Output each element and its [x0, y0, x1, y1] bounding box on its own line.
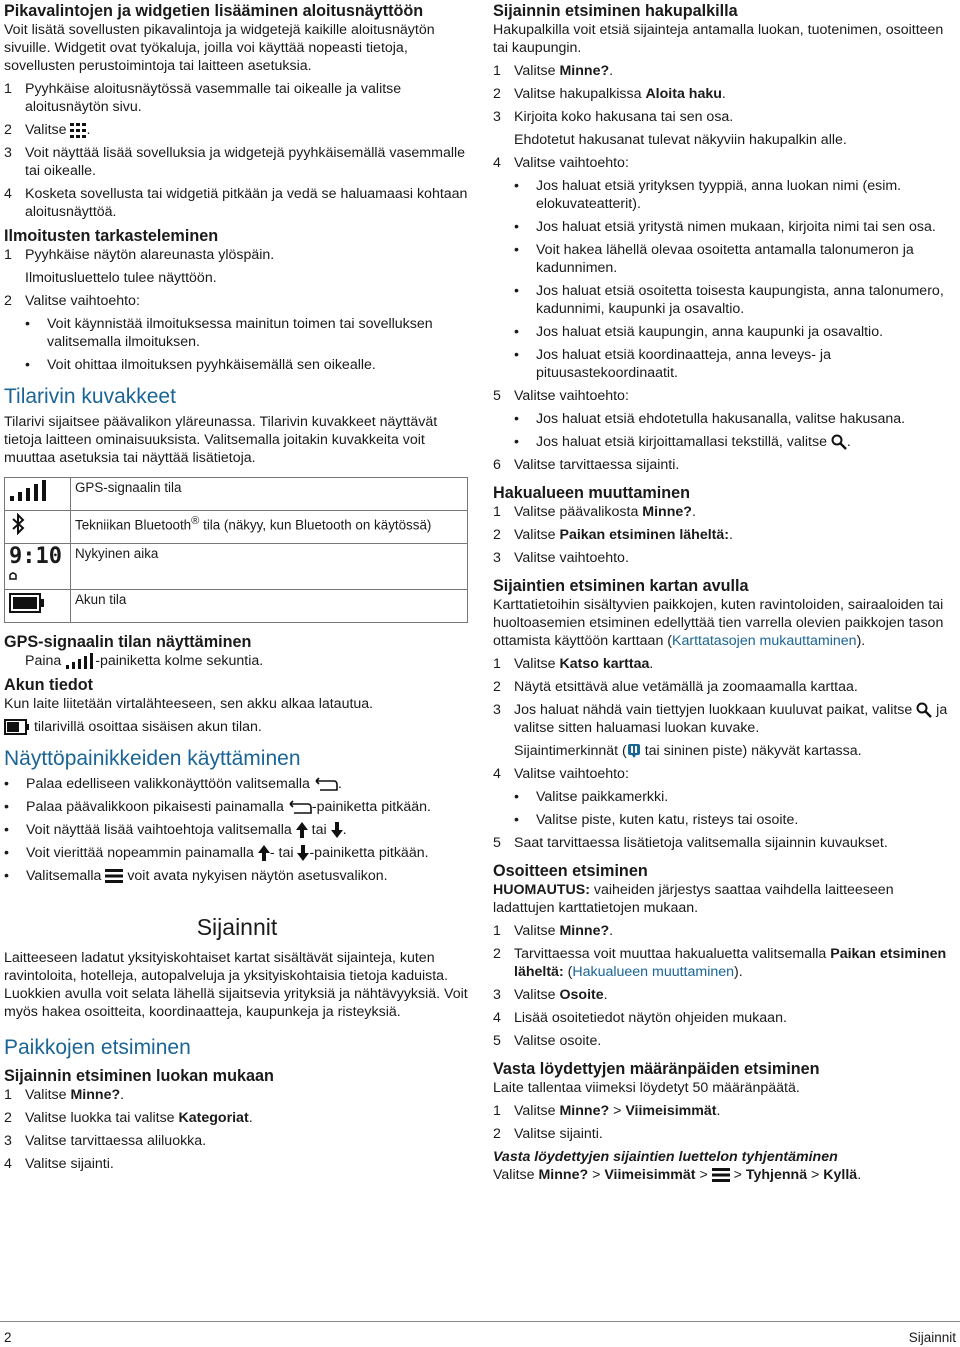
back-icon [314, 777, 338, 791]
search-step: 6 Valitse tarvittaessa sijainti. [493, 457, 680, 473]
back-icon [288, 800, 312, 814]
alarm-bell-icon [9, 571, 17, 581]
address-step: 1 Valitse Minne?. [493, 923, 614, 939]
list-item: • Jos haluat etsiä kaupungin, anna kaupunki ja osavaltio. [514, 324, 884, 340]
list-item: • Voit ohittaa ilmoituksen pyyhkäisemällä sen oikealle. [25, 357, 376, 373]
table-row [5, 590, 468, 623]
search-step: 2 Valitse hakupalkissa Aloita haku. [493, 86, 726, 102]
address-heading: Osoitteen etsiminen [493, 862, 648, 880]
table-row [5, 478, 468, 511]
buttons-heading: Näyttöpainikkeiden käyttäminen [4, 747, 301, 770]
list-item: • Jos haluat etsiä ehdotetulla hakusanalla, valitse hakusana. [514, 411, 906, 427]
clock-time: 9:10 [9, 544, 62, 569]
page-number: 2 [4, 1330, 12, 1345]
map-step: 5 Saat tarvittaessa lisätietoja valitsemalla sijainnin kuvaukset. [493, 835, 888, 851]
clear-instruction: Valitse Minne? > Viimeisimmät > > Tyhjennä > Kyllä. [493, 1167, 862, 1183]
gps-signal-icon [65, 653, 95, 669]
recent-step: 2 Valitse sijainti. [493, 1126, 603, 1142]
map-step: 2 Näytä etsittävä alue vetämällä ja zoomaamalla karttaa. [493, 679, 858, 695]
gps-status-label: GPS-signaalin tila [71, 478, 468, 511]
search-step: 5 Valitse vaihtoehto: [493, 388, 629, 404]
statusbar-intro: Tilarivi sijaitsee päävalikon yläreunassa. Tilarivin kuvakkeet näyttävät tietoja laitteen ominaisuuksista. Valitsemalla joitakin kuvakkeita voit muuttaa asetuksia tai näyttää lisätietoja. [4, 414, 438, 466]
clear-heading: Vasta löydettyjen sijaintien luettelon tyhjentäminen [493, 1149, 838, 1165]
chapter-title: Sijainnit [196, 914, 278, 940]
menu-icon [712, 1168, 730, 1182]
locations-intro: Laitteeseen ladatut yksityiskohtaiset kartat sisältävät sijainteja, kuten ravintoloita, hotelleja, autopalveluja ja yksityiskohtaisia tietoja kaduista. Luokkien avulla voit selata lähellä sijaitsevia yrityksiä ja nähtävyyksiä. Voit myös hakea osoitteita, koordinaatteja, kaupunkeja ja risteyksiä. [4, 950, 468, 1020]
battery-label: Akun tila [71, 590, 468, 623]
map-intro: Karttatietoihin sisältyvien paikkojen, kuten ravintoloiden, sairaaloiden tai huoltoasemien etsiminen edellyttää tien varrella olevien paikkojen tason ottamista käyttöön karttaan (Karttatasojen mukauttaminen). [493, 597, 944, 649]
address-step: 2 Tarvittaessa voit muuttaa hakualuetta valitsemalla Paikan etsiminen läheltä: (Hakualueen muuttaminen). [493, 946, 947, 980]
map-layers-link[interactable]: Karttatasojen mukauttaminen [672, 633, 857, 649]
search-icon [831, 434, 847, 450]
area-step: 2 Valitse Paikan etsiminen läheltä:. [493, 527, 733, 543]
bluetooth-icon [9, 513, 29, 535]
map-heading: Sijaintien etsiminen kartan avulla [493, 577, 749, 595]
table-row [5, 544, 468, 590]
list-item: • Voit hakea lähellä olevaa osoitetta antamalla talonumeron ja kadunnimen. [514, 242, 914, 276]
list-item: • Jos haluat etsiä yrityksen tyyppiä, anna luokan nimi (esim. elokuvateatterit). [514, 178, 902, 212]
search-step: 3 Kirjoita koko hakusana tai sen osa. [493, 109, 734, 125]
finding-step: 4 Valitse sijainti. [4, 1156, 114, 1172]
battery-icon [4, 719, 30, 735]
menu-icon [105, 869, 123, 883]
search-intro: Hakupalkilla voit etsiä sijainteja antamalla luokan, tuotenimen, osoitteen tai kaupungin. [493, 22, 944, 56]
shortcuts-step: 1 Pyyhkäise aloitusnäytössä vasemmalle tai oikealle ja valitse aloitusnäytön sivu. [4, 81, 402, 115]
right-column [493, 2, 959, 1189]
shortcuts-step: 3 Voit näyttää lisää sovelluksia ja widgetejä pyyhkäisemällä vasemmalle tai oikealle. [4, 145, 466, 179]
up-arrow-icon [258, 845, 270, 861]
area-step: 1 Valitse päävalikosta Minne?. [493, 504, 696, 520]
map-step-result: Sijaintimerkinnät ( tai sininen piste) näkyvät kartassa. [514, 743, 862, 759]
up-arrow-icon [296, 822, 308, 838]
list-item: • Palaa päävalikkoon pikaisesti painamalla -painiketta pitkään. [4, 799, 431, 815]
recent-step: 1 Valitse Minne? > Viimeisimmät. [493, 1103, 721, 1119]
finding-heading: Paikkojen etsiminen [4, 1036, 191, 1059]
list-item: • Voit käynnistää ilmoituksessa mainitun toimen tai sovelluksen valitsemalla ilmoituksen. [25, 316, 433, 350]
footer-divider [0, 1321, 960, 1322]
finding-step: 1 Valitse Minne?. [4, 1087, 125, 1103]
apps-grid-icon [70, 123, 86, 138]
search-area-link[interactable]: Hakualueen muuttaminen [572, 964, 735, 980]
time-label: Nykyinen aika [71, 544, 468, 590]
status-icons-table [4, 477, 468, 623]
search-heading: Sijainnin etsiminen hakupalkilla [493, 2, 738, 20]
list-item: • Voit näyttää lisää vaihtoehtoja valitsemalla tai . [4, 822, 347, 838]
recent-intro: Laite tallentaa viimeksi löydetyt 50 määränpäätä. [493, 1080, 800, 1096]
shortcuts-heading: Pikavalintojen ja widgetien lisääminen aloitusnäyttöön [4, 2, 424, 20]
bluetooth-status-label: Tekniikan Bluetooth [75, 517, 192, 533]
address-step: 4 Lisää osoitetiedot näytön ohjeiden mukaan. [493, 1010, 787, 1026]
left-column [4, 2, 470, 1178]
map-step: 1 Valitse Katso karttaa. [493, 656, 654, 672]
list-item: • Jos haluat etsiä kirjoittamallasi tekstillä, valitse . [514, 434, 851, 450]
area-heading: Hakualueen muuttaminen [493, 484, 690, 502]
table-row: Tekniikan Bluetooth® tila (näkyy, kun Bluetooth on käytössä) [5, 511, 468, 544]
shortcuts-intro: Voit lisätä sovellusten pikavalintoja ja widgetejä kaikille aloitusnäytön sivuille. Widgetit ovat työkaluja, joilla voi käyttää nopeasti tietoja, sovellusten perustoimintoja tai laitteen asetuksia. [4, 22, 435, 74]
notifications-heading: Ilmoitusten tarkasteleminen [4, 227, 219, 245]
map-step: 3 Jos haluat nähdä vain tiettyjen luokkaan kuuluvat paikat, valitse ja valitse sitten haluamasi luokan kuvake. [493, 702, 948, 736]
shortcuts-step: 2 Valitse . [4, 122, 91, 138]
finding-step: 2 Valitse luokka tai valitse Kategoriat. [4, 1110, 253, 1126]
list-item: • Valitse piste, kuten katu, risteys tai osoite. [514, 812, 799, 828]
notifications-step-result: Ilmoitusluettelo tulee näyttöön. [25, 270, 217, 286]
search-icon [916, 702, 932, 718]
address-note: HUOMAUTUS: vaiheiden järjestys saattaa vaihdella laitteeseen ladattujen karttatietojen mukaan. [493, 882, 894, 916]
down-arrow-icon [297, 845, 309, 861]
finding-subheading: Sijainnin etsiminen luokan mukaan [4, 1067, 274, 1085]
gps-instruction: Paina -painiketta kolme sekuntia. [25, 653, 264, 669]
list-item: • Jos haluat etsiä koordinaatteja, anna leveys- ja pituusastekoordinaatit. [514, 347, 831, 381]
battery-line2: tilarivillä osoittaa sisäisen akun tilan. [4, 718, 470, 736]
finding-step: 3 Valitse tarvittaessa aliluokka. [4, 1133, 207, 1149]
list-item: • Valitsemalla voit avata nykyisen näytön asetusvalikon. [4, 868, 388, 884]
battery-line1: Kun laite liitetään virtalähteeseen, sen akku alkaa latautua. [4, 696, 374, 712]
address-step: 3 Valitse Osoite. [493, 987, 608, 1003]
battery-heading: Akun tiedot [4, 676, 94, 694]
search-step-result: Ehdotetut hakusanat tulevat näkyviin hakupalkin alle. [514, 132, 847, 148]
notifications-step: 2 Valitse vaihtoehto: [4, 293, 140, 309]
map-step: 4 Valitse vaihtoehto: [493, 766, 629, 782]
statusbar-heading: Tilarivin kuvakkeet [4, 385, 176, 408]
gps-heading: GPS-signaalin tilan näyttäminen [4, 633, 252, 651]
footer-section: Sijainnit [908, 1330, 956, 1345]
gps-signal-icon [9, 480, 49, 502]
battery-icon [9, 592, 45, 614]
list-item: • Voit vierittää nopeammin painamalla - tai -painiketta pitkään. [4, 845, 429, 861]
address-step: 5 Valitse osoite. [493, 1033, 602, 1049]
list-item: • Palaa edelliseen valikkonäyttöön valitsemalla . [4, 776, 342, 792]
list-item: • Valitse paikkamerkki. [514, 789, 669, 805]
recent-heading: Vasta löydettyjen määränpäiden etsiminen [493, 1060, 820, 1078]
search-step: 4 Valitse vaihtoehto: [493, 155, 629, 171]
notifications-step: 1 Pyyhkäise näytön alareunasta ylöspäin. [4, 247, 275, 263]
list-item: • Jos haluat etsiä yritystä nimen mukaan, kirjoita nimi tai sen osa. [514, 219, 936, 235]
location-marker-icon [627, 743, 641, 759]
search-step: 1 Valitse Minne?. [493, 63, 614, 79]
area-step: 3 Valitse vaihtoehto. [493, 550, 629, 566]
shortcuts-step: 4 Kosketa sovellusta tai widgetiä pitkään ja vedä se haluamaasi kohtaan aloitusnäyttöä. [4, 186, 468, 220]
list-item: • Jos haluat etsiä osoitetta toisesta kaupungista, anna talonumero, kadunnimi, kaupunki ja osavaltio. [514, 283, 944, 317]
down-arrow-icon [331, 822, 343, 838]
